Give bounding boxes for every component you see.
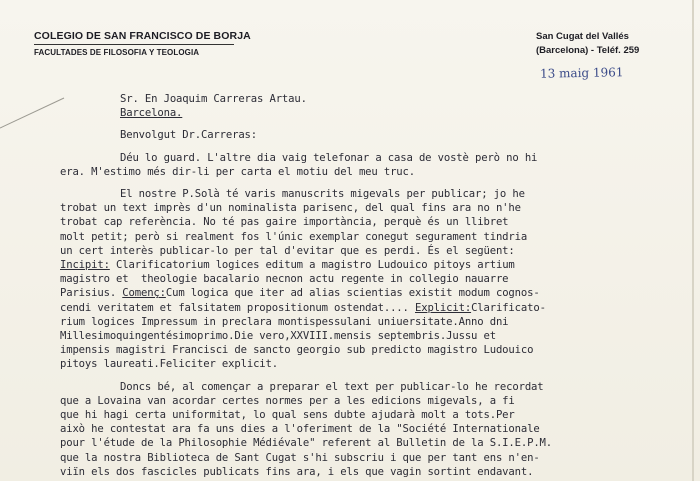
body-line: Millesimoquingentésimoprimo.Die vero,XXVIII.mensis septembris.Jussu et (60, 330, 496, 343)
body-line: magistro et theologie bacalario necnon actu regente in collegio nauarre (60, 273, 509, 286)
body-line: trobat un text imprès d'un nominalista parisenc, del qual fins ara no n'he (60, 202, 521, 215)
body-line: que la nostra Biblioteca de Sant Cugat s'hi subscriu i que per tant ens n'en- (60, 451, 540, 464)
body-line: rium logices Impressum in preclara montispessulani uniuersitate.Anno dni (60, 315, 509, 328)
body-line: trobat cap referència. No té pas gaire importància, perquè és un llibret (60, 216, 509, 229)
body-line: Déu lo guard. L'altre dia vaig telefonar a casa de vostè però no hi (120, 151, 538, 164)
body-line: que a Lovaina van acordar certes normes per a les edicions migevals, a fi (60, 394, 515, 407)
body-line: un cert interès publicar-lo per tal d'evitar que es perdi. És el següent: (60, 244, 515, 257)
body-line: això he contestat ara fa uns dies a l'oferiment de la "Société Internationale (60, 423, 540, 436)
recipient-city: Barcelona. (120, 107, 183, 120)
recipient-name: Sr. En Joaquim Carreras Artau. (120, 93, 307, 105)
letterhead-rule (34, 44, 234, 45)
letter-date: 13 maig 1961 (539, 65, 624, 81)
body-line: pitoys laureati.Feliciter explicit. (60, 358, 278, 371)
body-line: que hi hagi certa uniformitat, lo qual sens dubte ajudarà molt a tots.Per (60, 409, 515, 422)
body-line: cendi veritatem et falsitatem propositionum ostendat.... Explicit:Clarificato- (60, 301, 546, 314)
letterhead-right (536, 30, 639, 58)
body-line: era. M'estimo més dir-li per carta el motiu del meu truc. (60, 165, 415, 178)
city-line: San Cugat del Vallés (536, 31, 629, 42)
body-line: impensis magistri Francisci de sancto georgio sub predicto magistro Ludouico (60, 344, 534, 357)
letter-body (60, 92, 690, 479)
body-line: viïn els dos fascicles publicats fins ara, i els que vagin sortint endavant. (60, 465, 534, 478)
body-line: molt petit; però si realment fos l'únic exemplar conegut segurament tindria (60, 230, 528, 243)
letterhead-left (34, 30, 251, 57)
college-name: COLEGIO DE SAN FRANCISCO DE BORJA (34, 30, 251, 42)
body-line: El nostre P.Solà té varis manuscrits migevals per publicar; jo he (120, 188, 525, 201)
section-label: Incipit: (60, 259, 110, 272)
incipit-line: Incipit: Clarificatorium logices editum a magistro Ludouico pitoys artium (60, 259, 515, 272)
body-line: Doncs bé, al començar a preparar el text per publicar-lo he recordat (120, 380, 544, 393)
section-label: Començ: (122, 287, 166, 300)
body-line: pour l'étude de la Philosophie Médiévale" referent al Bulletin de la S.I.E.P.M. (60, 437, 553, 450)
section-label: Explicit: (415, 301, 472, 314)
faculties-name: FACULTADES DE FILOSOFIA Y TEOLOGIA (34, 48, 200, 57)
salutation: Benvolgut Dr.Carreras: (120, 129, 258, 142)
province-phone-line: (Barcelona) - Teléf. 259 (536, 45, 640, 56)
body-line: Parisius. Començ:Cum logica que iter ad alias scientias existit modum cognos- (60, 287, 540, 300)
